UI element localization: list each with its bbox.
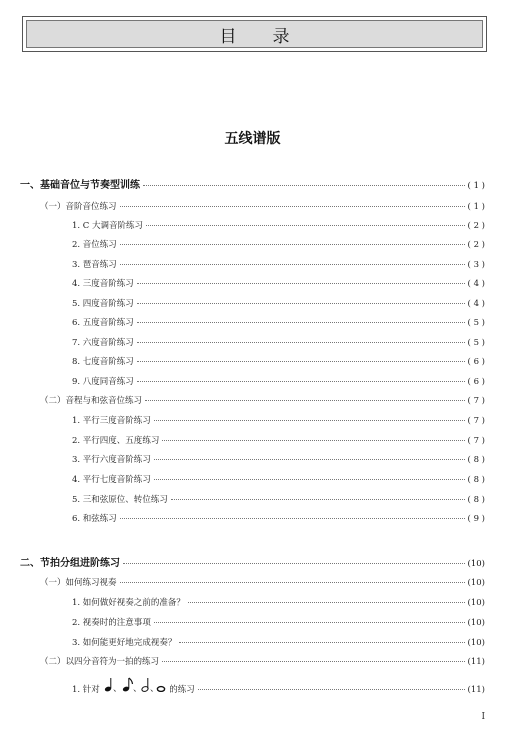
toc-group-1[interactable] [40,200,485,214]
toc-item[interactable] [72,616,485,630]
toc-page-number: ( 1 ) [467,202,485,212]
toc-item-label: 1. C 大调音阶练习 [72,221,144,231]
dot-leader [120,582,465,583]
toc-item-label: 3. 琶音练习 [72,260,117,270]
toc-item-label: 2. 视奏时的注意事项 [72,618,151,628]
dot-leader [154,420,465,421]
toc-item[interactable] [72,473,485,487]
toc-page-number: ( 5 ) [467,338,485,348]
dot-leader [137,303,465,304]
dot-leader [120,264,465,265]
svg-text:、: 、 [132,684,142,692]
toc-section-label: 一、基础音位与节奏型训练 [20,180,140,191]
toc-item[interactable] [72,512,485,526]
subtitle: 五线谱版 [224,131,281,147]
toc-item-label: 7. 六度音阶练习 [72,338,134,348]
toc-section-2[interactable] [20,554,485,568]
toc-page-number: (11) [467,685,485,695]
dot-leader [154,479,465,480]
toc-item[interactable] [72,316,485,330]
dot-leader [137,361,465,362]
toc-page-number: ( 4 ) [467,279,485,289]
toc-page-number: ( 6 ) [467,377,485,387]
svg-text:、: 、 [149,684,159,692]
toc-item-label: 2. 平行四度、五度练习 [72,436,160,446]
toc-item[interactable] [72,258,485,272]
toc-item-label: 6. 五度音阶练习 [72,318,134,328]
toc-item-label: 6. 和弦练习 [72,514,117,524]
dot-leader [162,661,465,662]
toc-item[interactable] [72,596,485,610]
toc-page-number: ( 1 ) [467,181,485,191]
toc-page-number: ( 3 ) [467,260,485,270]
toc-page-number: (10) [467,638,485,648]
toc-page-number: ( 9 ) [467,514,485,524]
toc-item-label: 8. 七度音阶练习 [72,357,134,367]
toc-item[interactable] [72,219,485,233]
toc-item[interactable] [72,434,485,448]
toc-item[interactable] [72,277,485,291]
toc-item-label: 5. 四度音阶练习 [72,299,134,309]
page-title: 目录 [219,26,326,47]
toc-item-label: 2. 音位练习 [72,240,117,250]
toc-page-number: ( 7 ) [467,416,485,426]
dot-leader [179,642,464,643]
toc-item-label: 5. 三和弦原位、转位练习 [72,495,168,505]
toc-page-number: ( 5 ) [467,318,485,328]
toc-page-number: ( 8 ) [467,475,485,485]
toc-item[interactable] [72,238,485,252]
toc-item-label: 9. 八度同音练习 [72,377,134,387]
title-banner-inner [26,20,483,48]
toc-item-label: 1. 如何做好视奏之前的准备？ [72,598,185,608]
dot-leader [198,689,465,690]
toc-page-number: ( 7 ) [467,396,485,406]
music-notes-icon [104,676,166,692]
toc-page-number: ( 7 ) [467,436,485,446]
toc-group-label: （二）以四分音符为一拍的练习 [40,657,160,667]
dot-leader [120,244,465,245]
dot-leader [137,342,465,343]
dot-leader [154,622,465,623]
toc-item-label [72,676,195,695]
toc-item[interactable] [72,336,485,350]
toc-group-3[interactable] [40,576,485,590]
page-footer-number: I [481,712,485,722]
toc-section-1[interactable] [20,176,485,190]
dot-leader [123,563,465,564]
dot-leader [143,185,465,186]
toc-item-label-prefix: 1. 针对 [72,685,100,695]
toc-page-number: ( 8 ) [467,495,485,505]
title-banner [22,16,487,52]
toc-page-number: ( 6 ) [467,357,485,367]
dot-leader [188,602,465,603]
toc-item-label-suffix: 的练习 [169,685,195,695]
toc-item[interactable] [72,355,485,369]
toc-page-number: ( 8 ) [467,455,485,465]
dot-leader [137,283,465,284]
toc-item[interactable] [72,636,485,650]
dot-leader [146,225,465,226]
toc-item-label: 4. 三度音阶练习 [72,279,134,289]
toc-page-number: (10) [467,578,485,588]
toc-item[interactable] [72,414,485,428]
dot-leader [145,400,465,401]
toc-page-number: (11) [467,657,485,667]
toc-group-2[interactable] [40,394,485,408]
dot-leader [154,459,465,460]
dot-leader [171,499,465,500]
toc-group-4[interactable] [40,655,485,669]
toc-item-label: 3. 平行六度音阶练习 [72,455,151,465]
toc-group-label: （一）如何练习视奏 [40,578,117,588]
toc-group-label: （二）音程与和弦音位练习 [40,396,143,406]
dot-leader [137,322,465,323]
svg-text:、: 、 [112,684,122,692]
dot-leader [120,518,465,519]
toc-page-number: (10) [467,559,485,569]
dot-leader [120,206,465,207]
toc-page-number: ( 4 ) [467,299,485,309]
toc-group-label: （一）音阶音位练习 [40,202,117,212]
toc-item[interactable] [72,676,485,694]
toc-item[interactable] [72,375,485,389]
toc-item-label: 3. 如何能更好地完成视奏？ [72,638,177,648]
dot-leader [162,440,464,441]
toc-section-label: 二、节拍分组进阶练习 [20,558,120,569]
toc-page-number: ( 2 ) [467,240,485,250]
toc-item-label: 1. 平行三度音阶练习 [72,416,151,426]
toc-item[interactable] [72,297,485,311]
toc-item[interactable] [72,493,485,507]
toc-page-number: (10) [467,618,485,628]
note-symbols [104,676,166,692]
toc-page-number: ( 2 ) [467,221,485,231]
toc-item[interactable] [72,453,485,467]
toc-page-number: (10) [467,598,485,608]
toc-item-label: 4. 平行七度音阶练习 [72,475,151,485]
dot-leader [137,381,465,382]
